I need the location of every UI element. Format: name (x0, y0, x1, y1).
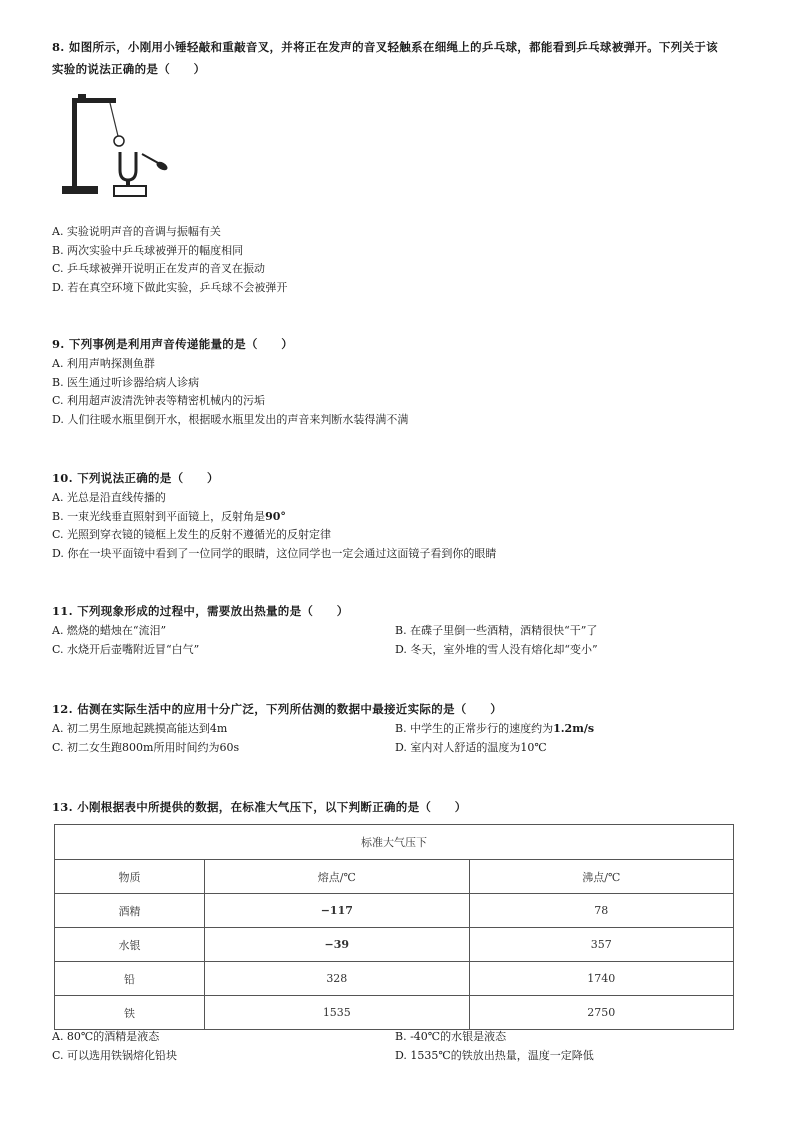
table-header-cell: 物质 (55, 860, 205, 894)
question-9 (52, 333, 742, 429)
table-cell: 2750 (469, 996, 733, 1030)
q12-option-b-value: 1.2m/s (553, 722, 595, 735)
q13-option-b: B. -40℃的水银是液态 (395, 1030, 507, 1043)
question-12 (52, 698, 742, 757)
table-cell: 铁 (55, 996, 205, 1030)
q11-option-b: B. 在碟子里倒一些酒精，酒精很快“干”了 (395, 624, 598, 637)
q9-option-d: D. 人们往暖水瓶里倒开水，根据暖水瓶里发出的声音来判断水装得满不满 (52, 412, 409, 426)
q12-option-b (395, 720, 738, 739)
table-cell: −39 (205, 928, 469, 962)
table-cell: 1740 (469, 962, 733, 996)
table-cell: 酒精 (55, 894, 205, 928)
q8-option-b: B. 两次实验中乒乓球被弹开的幅度相同 (52, 243, 244, 257)
table-cell: 水银 (55, 928, 205, 962)
q9-option-c: C. 利用超声波清洗钟表等精密机械内的污垢 (52, 394, 266, 407)
q10-stem: 10. 下列说法正确的是（ ） (52, 471, 219, 485)
question-13 (52, 796, 742, 818)
table-cell: 78 (469, 894, 733, 928)
table-cell: 328 (205, 962, 469, 996)
table-header-row (55, 860, 734, 894)
q12-option-a: A. 初二男生原地起跳摸高能达到4m (52, 722, 228, 735)
q9-stem: 9. 下列事例是利用声音传递能量的是（ ） (52, 337, 294, 351)
table-row (55, 996, 734, 1030)
table-cell: 1535 (205, 996, 469, 1030)
q9-option-a: A. 利用声呐探测鱼群 (52, 357, 155, 370)
q8-option-d: D. 若在真空环境下做此实验，乒乓球不会被弹开 (52, 280, 288, 294)
q11-option-a: A. 燃烧的蜡烛在“流泪” (52, 624, 167, 637)
q10-option-d: D. 你在一块平面镜中看到了一位同学的眼睛，这位同学也一定会通过这面镜子看到你的眼睛 (52, 546, 497, 560)
q13-stem: 13. 小刚根据表中所提供的数据，在标准大气压下，以下判断正确的是（ ） (52, 800, 467, 814)
q8-stem-line2: 实验的说法正确的是（ ） (52, 62, 206, 76)
tuning-fork-figure (58, 92, 170, 204)
q13-option-d: D. 1535℃的铁放出热量，温度一定降低 (395, 1048, 594, 1062)
q11-option-c: C. 水烧开后壶嘴附近冒“白气” (52, 642, 200, 656)
question-11 (52, 600, 742, 659)
q10-option-a: A. 光总是沿直线传播的 (52, 491, 166, 504)
question-8 (52, 36, 742, 80)
q8-stem-line1: 8. 如图所示，小刚用小锤轻敲和重敲音叉，并将正在发声的音叉轻触系在细绳上的乒乓球，都能看到乒乓球被弹开。下列关于该 (52, 40, 718, 54)
q8-options (52, 223, 742, 297)
table-row (55, 962, 734, 996)
q8-option-a: A. 实验说明声音的音调与振幅有关 (52, 225, 221, 238)
table-cell: 铅 (55, 962, 205, 996)
data-table-wrapper (54, 824, 734, 1030)
q11-stem: 11. 下列现象形成的过程中，需要放出热量的是（ ） (52, 604, 349, 618)
question-10 (52, 467, 742, 563)
q8-option-c: C. 乒乓球被弹开说明正在发声的音叉在振动 (52, 262, 266, 275)
q11-option-d: D. 冬天，室外堆的雪人没有熔化却“变小” (395, 642, 598, 656)
table-row (55, 928, 734, 962)
q12-option-b-text: B. 中学生的正常步行的速度约为 (395, 722, 554, 735)
table-header-cell: 熔点/℃ (205, 860, 469, 894)
table-cell: 357 (469, 928, 733, 962)
q12-stem: 12. 估测在实际生活中的应用十分广泛，下列所估测的数据中最接近实际的是（ ） (52, 702, 503, 716)
table-header-cell: 沸点/℃ (469, 860, 733, 894)
q13-options (52, 1028, 742, 1065)
q10-option-c: C. 光照到穿衣镜的镜框上发生的反射不遵循光的反射定律 (52, 528, 332, 541)
q9-option-b: B. 医生通过听诊器给病人诊病 (52, 375, 200, 389)
q10-option-b-value: 90° (265, 509, 286, 523)
q12-option-c: C. 初二女生跑800m所用时间约为60s (52, 740, 240, 754)
table-row (55, 894, 734, 928)
q10-option-b (52, 508, 742, 527)
data-table (54, 824, 734, 1030)
q13-option-c: C. 可以选用铁锅熔化铅块 (52, 1048, 178, 1062)
table-title: 标准大气压下 (55, 825, 734, 860)
q12-option-d: D. 室内对人舒适的温度为10℃ (395, 740, 547, 754)
q10-option-b-text: B. 一束光线垂直照射到平面镜上，反射角是 (52, 509, 266, 523)
q13-option-a: A. 80℃的酒精是液态 (52, 1030, 160, 1043)
table-cell: −117 (205, 894, 469, 928)
